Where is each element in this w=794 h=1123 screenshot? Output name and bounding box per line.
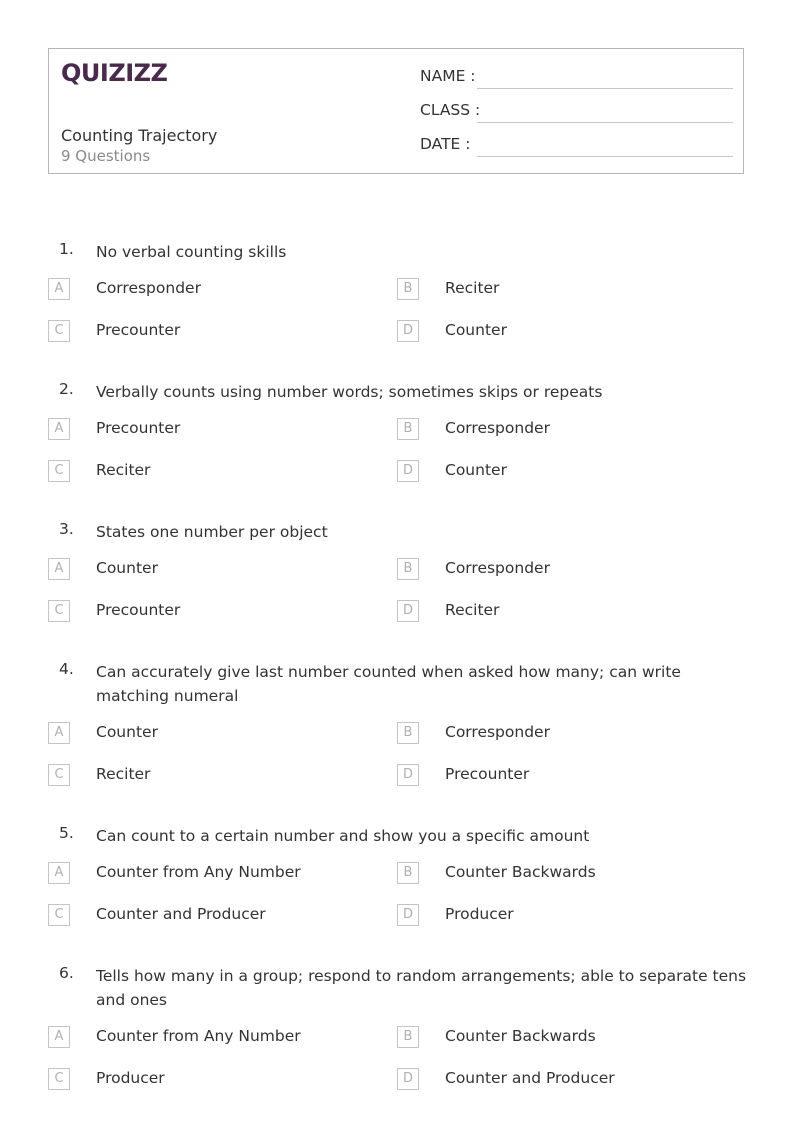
option-c-checkbox[interactable]: C xyxy=(48,904,70,926)
question-text: Tells how many in a group; respond to random arrangements; able to separate tens and ones xyxy=(96,967,747,1009)
option-c-text: Reciter xyxy=(96,461,151,479)
option-d-checkbox[interactable]: D xyxy=(397,320,419,342)
option-d-text: Producer xyxy=(445,905,514,923)
question-number: 1. xyxy=(59,240,74,258)
option-c-checkbox[interactable]: C xyxy=(48,600,70,622)
option-b-text: Corresponder xyxy=(445,723,550,741)
option-b-checkbox[interactable]: B xyxy=(397,418,419,440)
option-c-checkbox[interactable]: C xyxy=(48,320,70,342)
option-a-checkbox[interactable]: A xyxy=(48,862,70,884)
date-field xyxy=(420,135,733,157)
option-b-checkbox[interactable]: B xyxy=(397,722,419,744)
option-b-text: Corresponder xyxy=(445,559,550,577)
option-a-text: Counter xyxy=(96,559,158,577)
class-label: CLASS : xyxy=(420,101,481,119)
option-b-checkbox[interactable]: B xyxy=(397,278,419,300)
name-label: NAME : xyxy=(420,67,476,85)
option-c-text: Precounter xyxy=(96,321,181,339)
option-b-text: Counter Backwards xyxy=(445,863,596,881)
question-text: Verbally counts using number words; sometimes skips or repeats xyxy=(96,383,603,401)
name-line xyxy=(477,88,733,89)
question-text: Can count to a certain number and show you a specific amount xyxy=(96,827,590,845)
question-number: 5. xyxy=(59,824,74,842)
date-line xyxy=(477,156,733,157)
option-c-text: Precounter xyxy=(96,601,181,619)
option-b-checkbox[interactable]: B xyxy=(397,862,419,884)
option-d-checkbox[interactable]: D xyxy=(397,764,419,786)
quizizz-logo: QUIZIZZ xyxy=(61,59,168,87)
option-a-checkbox[interactable]: A xyxy=(48,558,70,580)
option-b-text: Counter Backwards xyxy=(445,1027,596,1045)
option-d-text: Reciter xyxy=(445,601,500,619)
question-number: 2. xyxy=(59,380,74,398)
worksheet-title: Counting Trajectory xyxy=(61,126,218,145)
option-d-text: Precounter xyxy=(445,765,530,783)
option-d-checkbox[interactable]: D xyxy=(397,1068,419,1090)
option-b-checkbox[interactable]: B xyxy=(397,558,419,580)
date-label: DATE : xyxy=(420,135,471,153)
option-d-text: Counter and Producer xyxy=(445,1069,615,1087)
option-a-text: Counter from Any Number xyxy=(96,1027,301,1045)
option-a-checkbox[interactable]: A xyxy=(48,1026,70,1048)
name-field xyxy=(420,67,733,89)
option-c-checkbox[interactable]: C xyxy=(48,460,70,482)
option-d-text: Counter xyxy=(445,461,507,479)
class-line xyxy=(477,122,733,123)
option-c-text: Counter and Producer xyxy=(96,905,266,923)
question-number: 4. xyxy=(59,660,74,678)
question-text: States one number per object xyxy=(96,523,328,541)
option-b-text: Reciter xyxy=(445,279,500,297)
option-c-checkbox[interactable]: C xyxy=(48,764,70,786)
option-c-text: Producer xyxy=(96,1069,165,1087)
option-d-text: Counter xyxy=(445,321,507,339)
worksheet-header xyxy=(48,48,744,174)
option-b-text: Corresponder xyxy=(445,419,550,437)
option-a-text: Precounter xyxy=(96,419,181,437)
option-d-checkbox[interactable]: D xyxy=(397,460,419,482)
option-c-text: Reciter xyxy=(96,765,151,783)
option-a-checkbox[interactable]: A xyxy=(48,278,70,300)
option-a-checkbox[interactable]: A xyxy=(48,418,70,440)
option-b-checkbox[interactable]: B xyxy=(397,1026,419,1048)
question-number: 6. xyxy=(59,964,74,982)
class-field xyxy=(420,101,733,123)
option-c-checkbox[interactable]: C xyxy=(48,1068,70,1090)
question-number: 3. xyxy=(59,520,74,538)
question-text: Can accurately give last number counted when asked how many; can write matching numeral xyxy=(96,663,681,705)
option-a-checkbox[interactable]: A xyxy=(48,722,70,744)
option-d-checkbox[interactable]: D xyxy=(397,600,419,622)
option-d-checkbox[interactable]: D xyxy=(397,904,419,926)
option-a-text: Counter xyxy=(96,723,158,741)
question-count: 9 Questions xyxy=(61,147,151,165)
option-a-text: Corresponder xyxy=(96,279,201,297)
question-text: No verbal counting skills xyxy=(96,243,287,261)
option-a-text: Counter from Any Number xyxy=(96,863,301,881)
